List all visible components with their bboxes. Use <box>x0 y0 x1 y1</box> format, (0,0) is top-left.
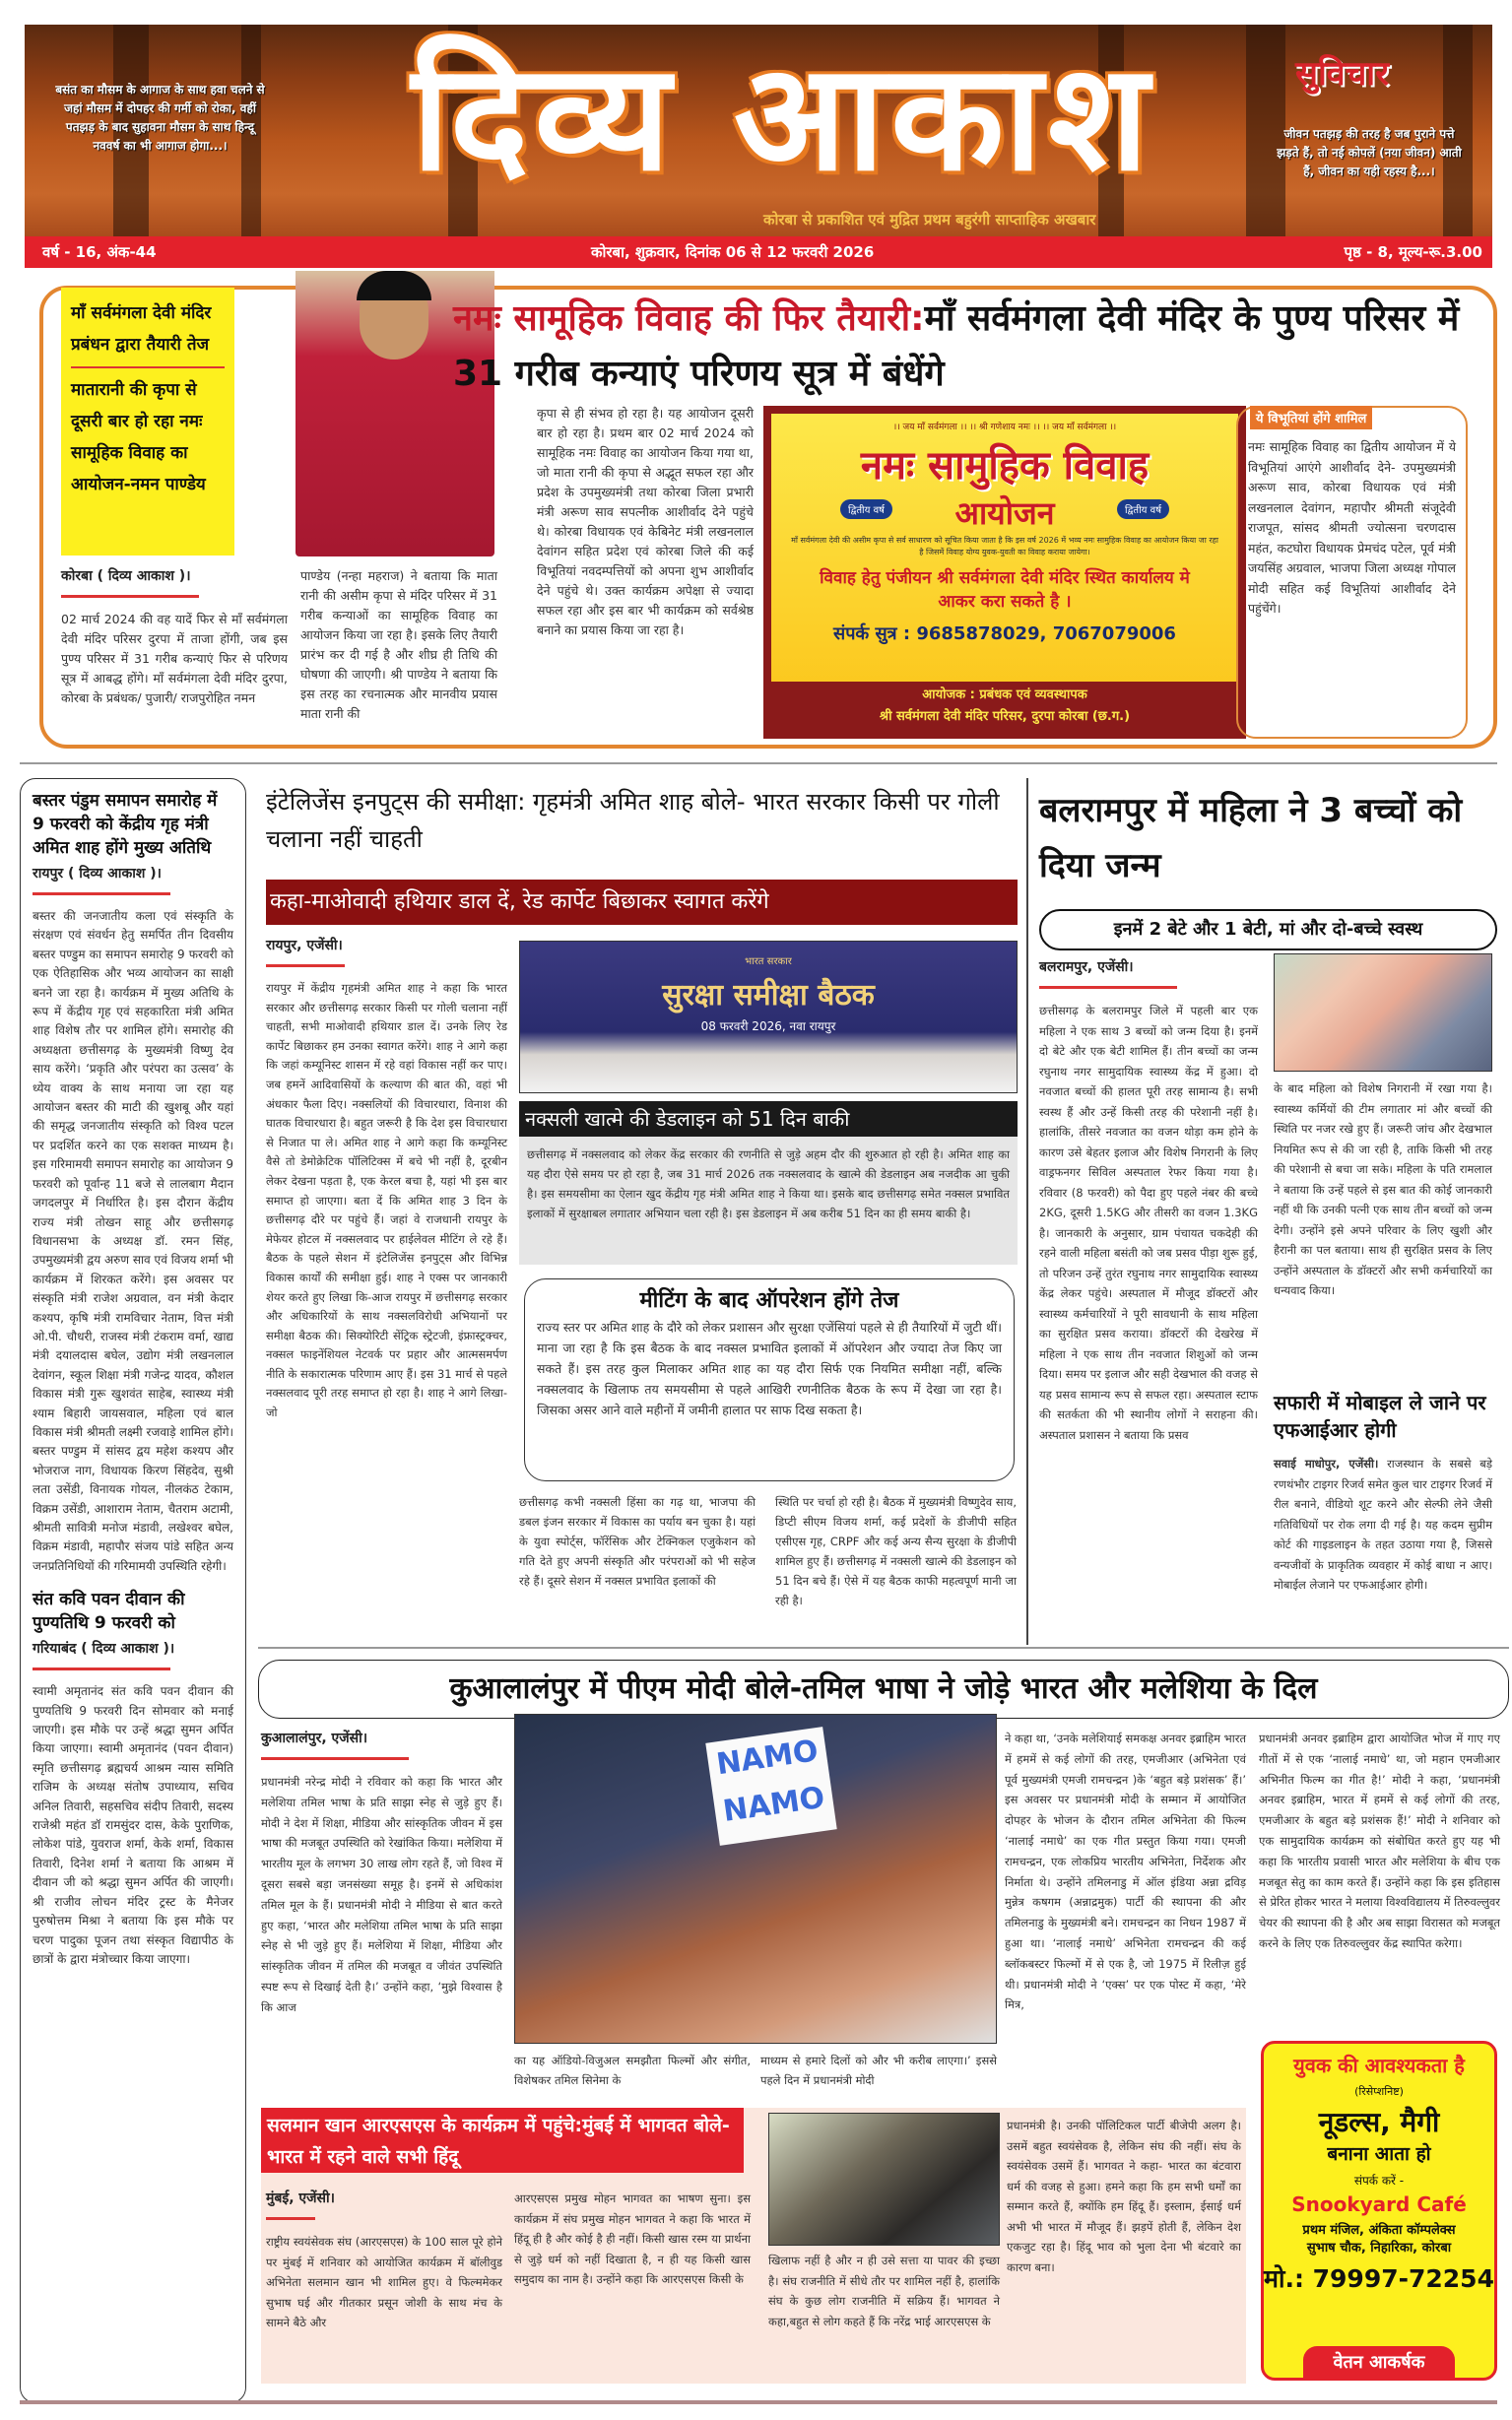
issue-number: वर्ष - 16, अंक-44 <box>42 243 157 261</box>
ad-address-1: प्रथम मंजिल, अंकिता कॉम्पलेक्स <box>1302 2223 1456 2238</box>
samuhik-vivah-poster <box>763 406 1246 739</box>
balrampur-headline: बलरामपुर में महिला ने 3 बच्चों को दिया जन्म <box>1039 791 1463 885</box>
page-price: पृष्ठ - 8, मूल्य-रू.3.00 <box>1344 243 1482 261</box>
ad-phone: मो.: 79997-72254 <box>1264 2264 1494 2293</box>
section-divider <box>258 1647 1509 1649</box>
lead-highlight-2: मातारानी की कृपा से दूसरी बार हो रहा नमः सामूहिक विवाह का आयोजन-नमन पाण्डेय <box>71 380 206 494</box>
balrampur-dateline: बलरामपुर, एजेंसी। <box>1039 959 1134 975</box>
newborn-triplets-photo <box>1274 953 1492 1072</box>
ad-skill-1: नूडल्स, मैगी <box>1318 2106 1440 2138</box>
safari-headline: सफारी में मोबाइल ले जाने पर एफआईआर होगी <box>1274 1391 1486 1442</box>
deadline-body: छत्तीसगढ़ में नक्सलवाद को लेकर केंद्र सरकार की रणनीति से जुड़े अहम दौर की शुरुआत हो रही है। अमित शाह का यह दौरा ऐसे समय पर हो रहा है, जब 31 मार्च 2026 तक नक्सलवाद के खात्मे की डेडलाइन अब नजदीक आ चुकी है। इस समयसीमा का ऐलान खुद केंद्रीय गृह मंत्री अमित शाह ने किया था। इसके बाद छत्तीसगढ़ समेत नक्सल प्रभावित इलाकों में सुरक्षाबल लगातार अभियान चला रही है। इस डेडलाइन में अब करीब 51 दिन का ही समय बाकी है। <box>527 1147 1010 1220</box>
poster-notice: माँ सर्वमंगला देवी की असीम कृपा से सर्व साधारण को सूचित किया जाता है कि इस वर्ष 2026 में भव्य नमः सामुहिक विवाह का आयोजन किया जा रहा है जिसमें विवाह योग्य युवक-युवती का विवाह कराया जायेगा। <box>791 536 1218 556</box>
salman-headline: सलमान खान आरएसएस के कार्यक्रम में पहुंचे:मुंबई में भागवत बोले- भारत में रहने वाले सभी हिंदू <box>261 2108 744 2173</box>
salman-dateline: मुंबई, एजेंसी। <box>266 2191 335 2206</box>
poster-address: श्री सर्वमंगला देवी मंदिर परिसर, दुरपा कोरबा (छ.ग.) <box>879 709 1131 724</box>
balrampur-col1-text: छत्तीसगढ़ के बलरामपुर जिले में पहली बार एक महिला ने एक साथ 3 बच्चों को जन्म दिया है। इनमें दो बेटे और एक बेटी शामिल हैं। तीन बच्चों का जन्म रघुनाथ नगर सामुदायिक स्वास्थ्य केंद्र में हुआ। दो नवजात बच्चों की हालत पूरी तरह सामान्य है। सभी स्वस्थ हैं और उन्हें किसी तरह की परेशानी नहीं है। हालांकि, तीसरे नवजात का वजन थोड़ा कम होने के कारण उसे बेहतर इलाज और विशेष निगरानी के लिए वाड्रफनगर सिविल अस्पताल रेफर किया गया है। रविवार (8 फरवरी) को पैदा हुए पहले नंबर की बच्चे 2KG, दूसरी 1.5KG और तीसरी का वजन 1.3KG है। जानकारी के अनुसार, ग्राम पंचायत चकदेही की रहने वाली महिला बसंती को जब प्रसव पीड़ा शुरू हुई, तो परिजन उन्हें तुरंत रघुनाथ नगर सामुदायिक स्वास्थ्य केंद्र लेकर पहुंचे। अस्पताल में मौजूद डॉक्टरों और स्वास्थ्य कर्मचारियों ने पूरी सावधानी के साथ महिला का सुरक्षित प्रसव कराया। डॉक्टरों की देखरेख में महिला ने एक साथ तीन नवजात शिशुओं को जन्म दिया। समय पर इलाज और सही देखभाल की वजह से यह प्रसव सामान्य रूप से सफल रहा। अस्पताल स्टाफ की सतर्कता की भी स्थानीय लोगों ने सराहना की। अस्पताल प्रशासन ने बताया कि प्रसव <box>1039 1004 1258 1442</box>
deadline-box <box>519 1137 1018 1265</box>
lead-headline <box>453 292 1492 402</box>
pawan-body: स्वामी अमृतानंद संत कवि पवन दीवान की पुण्यतिथि 9 फरवरी दिन सोमवार को मनाई जाएगी। इस मौके पर उन्हें श्रद्धा सुमन अर्पित किया जाएगा। स्वामी अमृतानंद (पवन दीवान) स्मृति छत्तीसगढ़ ब्रह्मचर्य आश्रम न्यास समिति राजिम के अध्यक्ष संतोष उपाध्याय, सचिव अनिल तिवारी, सहसचिव संदीप तिवारी, सदस्य राजेश्री महंत डॉ रामसुंदर दास, केके पुराणिक, लोकेश पांडे, युवराज शर्मा, केके शर्मा, विकास तिवारी, दिनेश शर्मा ने बताया कि आश्रम में दीवान जी को श्रद्धा सुमन अर्पित की जाएगी। श्री राजीव लोचन मंदिर ट्रस्ट के मैनेजर पुरुषोत्तम मिश्रा ने बताया कि इस मौके पर चरण पादुका पूजन तथा संस्कृत विद्यापीठ के छात्रों के द्वारा मंत्रोच्चार किया जाएगा। <box>33 1684 233 1966</box>
masthead-left-blurb: बसंत का मौसम के आगाज के साथ हवा चलने से जहां मौसम में दोपहर की गर्मी को रोका, वहीं पतझड़ के बाद सुहावना मौसम के साथ हिन्दू नववर्ष का भी आगाज होगा...। <box>55 83 265 153</box>
ad-contact-label: संपर्क करें - <box>1353 2174 1405 2188</box>
poster-badge-left: द्वितीय वर्ष <box>840 499 892 519</box>
job-advertisement <box>1261 2041 1497 2381</box>
poster-top-line: ।। जय माँ सर्वमंगला ।। ।। श्री गणेशाय नमः ।। ।। जय माँ सर्वमंगला ।। <box>892 423 1117 432</box>
modi-col2-text: का यह ऑडियो-विजुअल समझौता फिल्मों और संगीत, विशेषकर तमिल सिनेमा के <box>514 2054 751 2087</box>
column-rule <box>1026 778 1028 1645</box>
salman-col1-text: राष्ट्रीय स्वयंसेवक संघ (आरएसएस) के 100 साल पूरे होने पर मुंबई में शनिवार को आयोजित कार्यक्रम में बॉलीवुड अभिनेता सलमान खान भी शामिल हुए। वे फिल्ममेकर सुभाष घई और गीतकार प्रसून जोशी के साथ मंच के सामने बैठे और <box>266 2235 502 2329</box>
masthead-tagline: कोरबा से प्रकाशित एवं मुद्रित प्रथम बहुरंगी साप्ताहिक अखबार <box>763 211 1096 229</box>
meeting-body: राज्य स्तर पर अमित शाह के दौरे को लेकर प्रशासन और सुरक्षा एजेंसियां पहले से ही तैयारियों में जुटी थीं। माना जा रहा है कि इस बैठक के बाद नक्सल प्रभावित इलाकों में ऑपरेशन और ज्यादा तेज किए जा सकते हैं। इस तरह कुल मिलाकर अमित शाह का यह दौरा सिर्फ एक नियमित समीक्षा नहीं, बल्कि नक्सलवाद के खिलाफ तय समयसीमा से पहले आखिरी रणनीतिक बैठक के रूप में देखा जा रहा है। जिसका असर आने वाले महीनों में जमीनी हालात पर साफ दिख सकता है। <box>537 1320 1002 1417</box>
salman-khan-photo <box>768 2113 1000 2246</box>
balrampur-col2-text: के बाद महिला को विशेष निगरानी में रखा गया है। स्वास्थ्य कर्मियों की टीम लगातार मां और बच्चों की स्थिति पर नजर रखे हुए हैं। जरूरी जांच और देखभाल नियमित रूप से की जा रही है, ताकि किसी भी तरह की परेशानी से बचा जा सके। महिला के पति रामलाल ने बताया कि उन्हें पहले से इस बात की कोई जानकारी नहीं थी कि उनकी पत्नी एक साथ तीन बच्चों को जन्म देगी। उन्होंने इसे अपने परिवार के लिए खुशी और हैरानी का पल बताया। साथ ही सुरक्षित प्रसव के लिए उन्होंने अस्पताल के डॉक्टरों और सभी कर्मचारियों का धन्यवाद किया। <box>1274 1081 1492 1297</box>
security-meeting-photo <box>519 941 1018 1093</box>
poster-registration: विवाह हेतु पंजीयन श्री सर्वमंगला देवी मंदिर स्थित कार्यालय मे आकर करा सकते है । <box>820 568 1190 612</box>
modi-kuala-lumpur-photo <box>514 1714 997 2044</box>
balrampur-col-1 <box>1039 957 1258 1445</box>
divider <box>71 366 225 368</box>
vibhutiyan-box <box>1236 406 1468 739</box>
poster-title: नमः सामुहिक विवाह <box>860 443 1150 489</box>
page-bottom-rule <box>20 2400 1497 2404</box>
ad-business-name: Snookyard Café <box>1291 2192 1467 2216</box>
red-rule <box>1039 986 1177 989</box>
modi-headline: कुआलालंपुर में पीएम मोदी बोले-तमिल भाषा ने जोड़े भारत और मलेशिया के दिल <box>258 1660 1509 1719</box>
ad-address-2: सुभाष चौक, निहारिका, कोरबा <box>1306 2241 1452 2256</box>
bastar-dateline: रायपुर ( दिव्य आकाश )। <box>33 866 162 882</box>
lead-dateline: कोरबा ( दिव्य आकाश )। <box>61 568 191 584</box>
poster-badge-right: द्वितीय वर्ष <box>1117 499 1169 519</box>
vibhutiyan-tag: ये विभूतियां होंगे शामिल <box>1250 406 1372 429</box>
lead-headline-red: नमः सामूहिक विवाह की फिर तैयारी: <box>453 298 925 339</box>
masthead-right-blurb: जीवन पतझड़ की तरह है जब पुराने पत्ते झड़ते हैं, तो नई कोपलें (नया जीवन) आती हैं, जीवन का यही रहस्य है...। <box>1277 127 1462 178</box>
red-rule <box>261 1757 409 1760</box>
poster-subtitle: आयोजन <box>954 494 1055 532</box>
shah-col-1 <box>266 936 507 1423</box>
shah-col-a: छत्तीसगढ़ कभी नक्सली हिंसा का गढ़ था, भाजपा की डबल इंजन सरकार में विकास का पर्याय बन चुका है। यहां के युवा स्पोर्ट्स, फॉरेंसिक और टेक्निकल एजुकेशन को गति देते हुए अपनी संस्कृति और परंपराओं को भी सहेज रहे हैं। दूसरे सेशन में नक्सल प्रभावित इलाकों की <box>519 1495 756 1588</box>
poster-contact: संपर्क सुत्र : 9685878029, 7067079006 <box>833 623 1176 644</box>
issue-date-bar <box>25 236 1492 268</box>
balrampur-subhead: इनमें 2 बेटे और 1 बेटी, मां और दो-बच्चे स्वस्थ <box>1039 909 1497 950</box>
pawan-headline: संत कवि पवन दीवान की पुण्यतिथि 9 फरवरी को <box>33 1590 185 1634</box>
safari-body: राजस्थान के सबसे बड़े रणथंभौर टाइगर रिजर्व समेत कुल चार टाइगर रिजर्व में रील बनाने, वीडियो शूट करने और सेल्फी लेने जैसी गतिविधियों पर रोक लगा दी गई है। यह कदम सुप्रीम कोर्ट की गाइडलाइन के तहत उठाया गया है, जिससे वन्यजीवों के प्राकृतिक व्यवहार में कोई बाधा न आए। मोबाईल लेजाने पर एफआईआर होगी। <box>1274 1457 1492 1592</box>
lead-col2-text: पाण्डेय (नन्हा महराज) ने बताया कि माता रानी की असीम कृपा से मंदिर परिसर में 31 गरीब कन्याओं का सामूहिक विवाह का आयोजन किया जा रहा है। इसके लिए तैयारी प्रारंभ कर दी गई है और शीघ्र ही तिथि की घोषणा की जाएगी। श्री पाण्डेय ने बताया कि इस तरह का रचनात्मक और मानवीय प्रयास माता रानी की <box>300 568 497 721</box>
salman-col4-text: प्रधानमंत्री है। उनकी पॉलिटिकल पार्टी बीजेपी अलग है। उसमें बहुत स्वयंसेवक है, लेकिन संघ की नहीं। संघ के स्वयंसेवक उसमें हैं। भागवत ने कहा- भारत का बंटवारा धर्म की वजह से हुआ। हमने कहा कि हम सभी धर्मों का सम्मान करते हैं, क्योंकि हम हिंदू हैं। इस्लाम, ईसाई धर्म अभी भी भारत में मौजूद हैं। झड़पें होती हैं, लेकिन देश एकजुट रहा है। हिंदू भाव को भुला देना भी बंटवारे का कारण बना। <box>1007 2119 1241 2274</box>
suvichar-logo: सुविचार <box>1295 54 1389 94</box>
red-rule <box>266 2217 315 2220</box>
masthead <box>25 25 1492 236</box>
ad-skill-2: बनाना आता हो <box>1327 2143 1431 2165</box>
lead-highlight-box <box>61 288 234 556</box>
vibhutiyan-text: नमः सामूहिक विवाह का द्वितीय आयोजन में ये विभूतियां आएंगे आशीर्वाद देने- उपमुख्यमंत्री अरूण साव, कोरबा विधायक एवं मंत्री लखनलाल देवांगन, महापौर श्रीमती संजूदेवी राजपूत, सांसद श्रीमती ज्योत्सना चरणदास महंत, कटघोरा विधायक प्रेमचंद पटेल, पूर्व मंत्री जयसिंह अग्रवाल, भाजपा जिला अध्यक्ष गोपाल मोदी सहित कई विभूतियां आशीर्वाद देने पहुंचेंगे। <box>1248 439 1456 616</box>
salman-col3-text: खिलाफ नहीं है और न ही उसे सत्ता या पावर की इच्छा है। संघ राजनीति में सीधे तौर पर शामिल नहीं है, हालांकि संघ के कुछ लोग राजनीति में सक्रिय हैं। भागवत ने कहा,बहुत से लोग कहते हैं कि नरेंद्र भाई आरएसएस के <box>768 2254 1000 2328</box>
shah-body: रायपुर में केंद्रीय गृहमंत्री अमित शाह ने कहा कि भारत सरकार और छत्तीसगढ़ सरकार किसी पर गोली चलाना नहीं चाहती, सभी माओवादी हथियार डाल दें। उनके लिए रेड कार्पेट बिछाकर हम उनका स्वागत करेंगे। शाह ने आगे कहा कि जहां कम्यूनिस्ट शासन में रहे वहां विकास नहीं कर पाए। जब हमनें आदिवासियों के कल्याण की बात की, वहां भी अंधकार फैला दिए। नक्सलियों की विचारधारा, विनाश की घातक विचारधारा है। बहुत जरूरी है कि देश इस विचारधारा से निजात पा ले। अमित शाह ने आगे कहा कि कम्यूनिस्ट वैसे तो डेमोक्रेटिक पॉलिटिक्स में बचे भी नहीं है, दूरबीन लेकर देखना पड़ता है, एक केरल बचा है, यहां भी इस बार समाप्त हो जाएगा। बता दें कि अमित शाह 3 दिन के छत्तीसगढ़ दौरे पर पहुंचे हैं। जहां वे राजधानी रायपुर के मेफेयर होटल में नक्सलवाद पर हाईलेवल मीटिंग ले रहे हैं। बैठक के पहले सेशन में इंटेलिजेंस इनपुट्स और विभिन्न विकास कार्यों की समीक्षा हुई। शाह ने एक्स पर जानकारी शेयर करते हुए लिखा कि-आज रायपुर में छत्तीसगढ़ सरकार और अधिकारियों के साथ नक्सलविरोधी अभियानों पर समीक्षा बैठक की। सिक्योरिटी सेंट्रिक स्ट्रेटजी, इंफ्रास्ट्रक्चर, नक्सल फाइनेंशियल नेटवर्क पर प्रहार और आत्मसमर्पण नीति के सकारात्मक परिणाम आए हैं। इस 31 मार्च से पहले नक्सलवाद पूरी तरह समाप्त हो रहा है। शाह ने आगे लिखा- जो <box>266 981 507 1420</box>
modi-dateline: कुआलालंपुर, एजेंसी। <box>261 1731 368 1746</box>
meeting-headline: मीटिंग के बाद ऑपरेशन होंगे तेज <box>639 1288 899 1313</box>
left-column-box <box>20 778 246 2403</box>
photo-date: 08 फरवरी 2026, नवा रायपुर <box>700 1019 836 1033</box>
meeting-box <box>524 1278 1015 1481</box>
modi-col1-text: प्रधानमंत्री नरेन्द्र मोदी ने रविवार को कहा कि भारत और मलेशिया तमिल भाषा के प्रति साझा स्नेह से जुड़े हुए हैं। मोदी ने देश में शिक्षा, मीडिया और सांस्कृतिक जीवन में इस भाषा की मजबूत उपस्थिति को रेखांकित किया। मलेशिया में भारतीय मूल के लगभग 30 लाख लोग रहते हैं, जो विश्व में दूसरा सबसे बड़ा जनसंख्या समूह है। इनमें से अधिकांश तमिल मूल के हैं। प्रधानमंत्री मोदी ने मीडिया से बात करते हुए कहा, ‘भारत और मलेशिया तमिल भाषा के प्रति साझा स्नेह से भी जुड़े हुए हैं। मलेशिया में शिक्षा, मीडिया और सांस्कृतिक जीवन में तमिल की मजबूत व जीवंत उपस्थिति स्पष्ट रूप से दिखाई देती है।’ उन्होंने कहा, ‘मुझे विश्वास है कि आज <box>261 1775 502 2014</box>
safari-dateline: सवाई माधोपुर, एजेंसी। <box>1274 1457 1379 1471</box>
namo-sign: NAMO NAMO <box>705 1727 836 1846</box>
lead-col3-text: कृपा से ही संभव हो रहा है। यह आयोजन दूसरी बार हो रहा है। प्रथम बार 02 मार्च 2024 को सामूहिक नमः विवाह का आयोजन किया गया था, जो माता रानी की कृपा से अद्भूत सफल रहा और प्रदेश के उपमुख्यमंत्री तथा कोरबा जिला प्रभारी मंत्री अरूण साव सपत्नीक आशीर्वाद देने पहुंचे थे। कोरबा विधायक एवं केबिनेट मंत्री लखनलाल देवांगन सहित प्रदेश एवं कोरबा जिले की कई विभूतियां नवदम्पत्तियों को अपना शुभ आशीर्वाद देने पहुंचे थे। उक्त कार्यक्रम अपेक्षा से ज्यादा सफल रहा और इस बार भी कार्यक्रम को सर्वश्रेष्ठ बनाने का प्रयास किया जा रहा है। <box>537 406 754 637</box>
portrait-hair <box>357 271 431 300</box>
photo-title: सुरक्षा समीक्षा बैठक <box>662 978 875 1013</box>
safari-story <box>1274 1389 1492 1596</box>
red-rule <box>61 595 199 598</box>
red-rule <box>33 892 170 895</box>
photo-org: भारत सरकार <box>745 956 792 967</box>
lead-col-1 <box>61 566 288 708</box>
lead-headline-black: माँ सर्वमंगला देवी मंदिर के पुण्य परिसर में 31 गरीब कन्याएं परिणय सूत्र में बंधेंगे <box>453 298 1460 394</box>
section-divider <box>20 762 1497 764</box>
shah-subhead: कहा-माओवादी हथियार डाल दें, रेड कार्पेट बिछाकर स्वागत करेंगे <box>266 880 1018 925</box>
shah-col-b: स्थिति पर चर्चा हो रही है। बैठक में मुख्यमंत्री विष्णुदेव साय, डिप्टी सीएम विजय शर्मा, कई प्रदेशों के डीजीपी सहित एसीएस गृह, CRPF और कई अन्य सैन्य सुरक्षा के डीजीपी शामिल हुए हैं। छत्तीसगढ़ में नक्सली खात्मे की डेडलाइन को 51 दिन बचे हैं। ऐसे में यह बैठक काफी महत्वपूर्ण मानी जा रही है। <box>775 1495 1017 1607</box>
pawan-dateline: गरियाबंद ( दिव्य आकाश )। <box>33 1641 175 1658</box>
red-rule <box>266 964 345 967</box>
lead-highlight-1: माँ सर्वमंगला देवी मंदिर प्रबंधन द्वारा तैयारी तेज <box>71 303 212 355</box>
newspaper-title: दिव्य आकाश <box>411 33 1155 204</box>
ad-salary: वेतन आकर्षक <box>1303 2346 1455 2378</box>
ad-title: युवक की आवश्यकता है <box>1293 2054 1465 2077</box>
modi-col-1 <box>261 1729 502 2018</box>
poster-organizer: आयोजक : प्रबंधक एवं व्यवस्थापक <box>922 687 1087 702</box>
issue-date: कोरबा, शुक्रवार, दिनांक 06 से 12 फरवरी 2026 <box>591 243 875 261</box>
bastar-body: बस्तर की जनजातीय कला एवं संस्कृति के संरक्षण एवं संवर्धन हेतु समर्पित तीन दिवसीय बस्तर पण्डुम का समापन समारोह 9 फरवरी को एक ऐतिहासिक और भव्य आयोजन का साक्षी बनने जा रहा है। कार्यक्रम में मुख्य अतिथि के रूप में केंद्रीय गृह एवं सहकारिता मंत्री अमित शाह विशेष तौर पर शामिल होंगे। समारोह की अध्यक्षता छत्तीसगढ़ के मुख्यमंत्री विष्णु देव साय करेंगे। ‘प्रकृति और परंपरा का उत्सव’ के ध्येय वाक्य के साथ मनाया जा रहा यह आयोजन बस्तर की माटी की खुशबू और यहां की समृद्ध जनजातीय संस्कृति को विश्व पटल पर प्रदर्शित करने का एक सशक्त माध्यम है। इस गरिमामयी समापन समारोह का आयोजन 9 फरवरी को पूर्वान्ह 11 बजे से लालबाग मैदान जगदलपुर में निर्धारित है। इस दौरान केंद्रीय राज्य मंत्री तोखन साहू और छत्तीसगढ़ विधानसभा के अध्यक्ष डॉ. रमन सिंह, उपमुख्यमंत्री द्वय अरुण साव एवं विजय शर्मा भी कार्यक्रम में शिरकत करेंगे। इस अवसर पर संस्कृति मंत्री राजेश अग्रवाल, वन मंत्री केदार कश्यप, कृषि मंत्री रामविचार नेताम, वित्त मंत्री ओ.पी. चौधरी, राजस्व मंत्री टंकराम वर्मा, खाद्य मंत्री दयालदास बघेल, उद्योग मंत्री लखनलाल देवांगन, स्कूल शिक्षा मंत्री गजेन्द्र यादव, कौशल विकास मंत्री गुरू खुशवंत साहेब, स्वास्थ्य मंत्री श्याम बिहारी जायसवाल, महिला एवं बाल विकास मंत्री श्रीमती लक्ष्मी रजवाड़े शामिल होंगे। बस्तर पण्डुम में सांसद द्वय महेश कश्यप और भोजराज नाग, विधायक किरण सिंहदेव, सुश्री लता उसेंडी, विनायक गोयल, नीलकंठ टेकाम, विक्रम उसेंडी, आशाराम नेताम, चैतराम अटामी, श्रीमती सावित्री मनोज मंडावी, लखेश्वर बघेल, विक्रम मंडावी, महापौर संजय पांडे सहित अन्य जनप्रतिनिधियों की गरिमामयी उपस्थिति रहेगी। <box>33 909 233 1573</box>
lead-col1-text: 02 मार्च 2024 की वह यादें फिर से माँ सर्वमंगला देवी मंदिर परिसर दुरपा में ताजा होंगी, जब इस पुण्य परिसर में 31 गरीब कन्याएं फिर से परिणय सूत्र में आबद्ध होंगे। माँ सर्वमंगला देवी मंदिर दुरपा, कोरबा के प्रबंधक/ पुजारी/ राजपुरोहित नमन <box>61 612 288 705</box>
modi-col3-text: माध्यम से हमारे दिलों को और भी करीब लाएगा।’ इससे पहले दिन में प्रधानमंत्री मोदी <box>760 2054 997 2087</box>
salman-col-1 <box>266 2189 502 2333</box>
red-rule <box>33 1668 170 1670</box>
ad-role: (रिसेप्शनिष्ट) <box>1354 2085 1404 2098</box>
shah-headline: इंटेलिजेंस इनपुट्स की समीक्षा: गृहमंत्री अमित शाह बोले- भारत सरकार किसी पर गोली चलाना नहीं चाहती <box>266 788 1000 853</box>
modi-col5-text: प्रधानमंत्री अनवर इब्राहिम द्वारा आयोजित भोज में गाए गए गीतों में से एक ‘नालाई नमाधे’ था, जो महान एमजीआर अभिनीत फिल्म का गीत है!’ मोदी ने कहा, ‘प्रधानमंत्री अनवर इब्राहिम, भारत में हममें से कई लोगों की तरह, एमजीआर के बहुत बड़े प्रशंसक हैं!’ मोदी ने शनिवार को एक सामुदायिक कार्यक्रम को संबोधित करते हुए यह भी कहा कि भारतीय प्रवासी भारत और मलेशिया के बीच एक मजबूत सेतु का काम करते हैं। उन्होंने कहा कि इस इतिहास से प्रेरित होकर भारत ने मलाया विश्वविद्यालय में तिरुवल्लुवर चेयर की स्थापना की है और अब साझा विरासत को मजबूत करने के लिए एक तिरुवल्लुवर केंद्र स्थापित करेगा। <box>1259 1732 1500 1950</box>
modi-col4-text: ने कहा था, ‘उनके मलेशियाई समकक्ष अनवर इब्राहिम भारत में हममें से कई लोगों की तरह, एमजीआर (अभिनेता एवं पूर्व मुख्यमंत्री एमजी रामचन्द्रन )के ‘बहुत बड़े प्रशंसक’ हैं।’ इस अवसर पर प्रधानमंत्री मोदी के सम्मान में आयोजित दोपहर के भोजन के दौरान तमिल अभिनेता की फिल्म ‘नालाई नमाधे’ का एक गीत प्रस्तुत किया गया। एमजी रामचन्द्रन, एक लोकप्रिय भारतीय अभिनेता, निर्देशक और निर्माता थे। उन्होंने तमिलनाडु में ऑल इंडिया अन्ना द्रविड़ मुन्नेत्र कषगम (अन्नाद्रमुक) पार्टी की स्थापना की और तमिलनाडु के मुख्यमंत्री बने। रामचन्द्रन का निधन 1987 में हुआ था। ‘नालाई नमाधे’ अभिनेता रामचन्द्रन की कई ब्लॉकबस्टर फिल्मों में से एक है, जो 1975 में रिलीज़ हुई थी। प्रधानमंत्री मोदी ने ‘एक्स’ पर एक पोस्ट में कहा, ‘मेरे मित्र, <box>1005 1732 1246 2012</box>
deadline-headline: नक्सली खात्मे की डेडलाइन को 51 दिन बाकी <box>519 1101 1018 1137</box>
bastar-headline: बस्तर पंडुम समापन समारोह में 9 फरवरी को केंद्रीय गृह मंत्री अमित शाह होंगे मुख्य अतिथि <box>33 791 218 858</box>
salman-col2-text: आरएसएस प्रमुख मोहन भागवत का भाषण सुना। इस कार्यक्रम में संघ प्रमुख मोहन भागवत ने कहा कि भारत में हिंदू ही है और कोई है ही नहीं। किसी खास रस्म या प्रार्थना से जुड़े धर्म को नहीं दिखाता है, न ही यह किसी खास समुदाय का नाम है। उन्होंने कहा कि आरएसएस किसी के <box>514 2191 751 2286</box>
shah-dateline: रायपुर, एजेंसी। <box>266 938 343 953</box>
